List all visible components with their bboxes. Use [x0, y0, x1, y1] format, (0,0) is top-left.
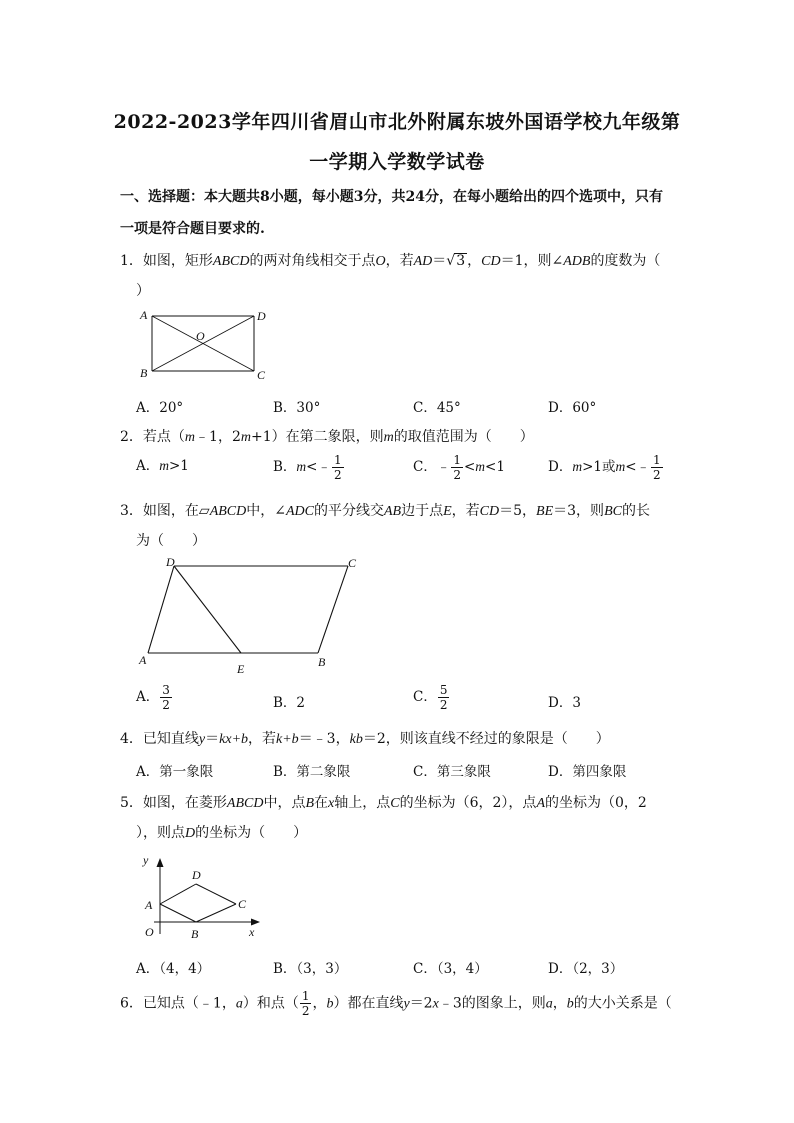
q5-option-c[interactable]: C．（3，4） — [413, 961, 488, 977]
fraction: $\frac{3}{2}$ — [162, 683, 170, 712]
fig1-label-C: C — [257, 368, 266, 382]
rhombus-ad — [160, 884, 196, 904]
rhombus-dc — [196, 884, 236, 904]
q1-option-b[interactable]: B．30° — [273, 400, 321, 416]
q4-option-d[interactable]: D．第四象限 — [548, 764, 627, 780]
question-6-stem: 6．已知点（﹣1，a）和点（ $\frac{1}{2}$ ，b）都在直线y＝2x﹣3的图象上，则a，b的大小关系是（ — [120, 989, 672, 1018]
rhombus-cb — [196, 904, 236, 922]
q4-option-b[interactable]: B．第二象限 — [273, 764, 351, 780]
fraction: $\frac{1}{2}$ — [653, 453, 661, 482]
fig1-label-B: B — [140, 366, 148, 380]
fig1-label-O: O — [196, 329, 205, 343]
para-left-edge — [148, 566, 174, 653]
question-4-stem: 4．已知直线y＝kx+b，若k+b＝﹣3，kb＝2，则该直线不经过的象限是（ ） — [120, 731, 610, 747]
fig3-label-C: C — [348, 556, 357, 570]
fraction: $\frac{1}{2}$ — [301, 989, 310, 1018]
fig5-label-O: O — [145, 925, 154, 939]
question-1-stem-cont: ） — [136, 283, 150, 299]
q5-option-b[interactable]: B．（3，3） — [273, 961, 348, 977]
angle-bisector-de — [174, 566, 241, 653]
q1-option-a[interactable]: A．20° — [136, 400, 184, 416]
fig1-label-D: D — [257, 309, 266, 323]
question-5-stem: 5．如图，在菱形ABCD中，点B在x轴上，点C的坐标为（6，2），点A的坐标为（0，2 — [120, 795, 647, 811]
q2-option-b[interactable]: B．m<﹣ $\frac{1}{2}$ — [273, 453, 342, 482]
para-right-edge — [318, 566, 348, 653]
fig1-label-A: A — [140, 308, 148, 322]
question-2-stem: 2．若点（m﹣1，2m+1）在第二象限，则m的取值范围为（ ） — [120, 429, 534, 445]
q1-option-c[interactable]: C．45° — [413, 400, 461, 416]
sqrt-symbol: √ — [446, 253, 456, 269]
fig5-label-A: A — [145, 898, 153, 912]
fig3-label-E: E — [237, 662, 245, 676]
q3-option-d[interactable]: D．3 — [548, 695, 581, 711]
q4-option-c[interactable]: C．第三象限 — [413, 764, 491, 780]
fig5-label-x: x — [249, 925, 255, 939]
fig5-label-C: C — [238, 897, 247, 911]
figure-parallelogram — [136, 552, 376, 677]
fig3-label-A: A — [139, 653, 147, 667]
q1-option-d[interactable]: D．60° — [548, 400, 597, 416]
fig3-label-B: B — [318, 655, 326, 669]
fig5-label-D: D — [192, 868, 201, 882]
fraction: $\frac{1}{2}$ — [453, 453, 461, 482]
q5-option-a[interactable]: A．（4，4） — [136, 961, 211, 977]
section-header: 一、选择题：本大题共8小题，每小题3分，共24分，在每小题给出的四个选项中，只有 — [120, 189, 663, 205]
exam-title-line1: 2022-2023学年四川省眉山市北外附属东坡外国语学校九年级第 — [113, 111, 681, 133]
q5-option-d[interactable]: D．（2，3） — [548, 961, 624, 977]
section-header-cont: 一项是符合题目要求的. — [120, 221, 265, 237]
question-5-stem-cont: ），则点D的坐标为（ ） — [136, 825, 308, 841]
q2-option-d[interactable]: D．m>1或m<﹣ $\frac{1}{2}$ — [548, 453, 661, 482]
q2-option-c[interactable]: C．﹣ $\frac{1}{2}$ <m<1 — [413, 453, 505, 482]
fig5-label-y: y — [143, 853, 149, 867]
y-axis-arrow-icon — [157, 858, 164, 867]
question-3-stem: 3．如图，在▱ABCD中，∠ADC的平分线交AB边于点E，若CD＝5，BE＝3，则BC的长 — [120, 503, 650, 519]
question-3-stem-cont: 为（ ） — [136, 533, 206, 549]
fig5-label-B: B — [191, 927, 199, 941]
fraction: $\frac{1}{2}$ — [333, 453, 342, 482]
q2-option-a[interactable]: A．m>1 — [136, 458, 189, 474]
rhombus-ba — [160, 904, 196, 922]
q4-option-a[interactable]: A．第一象限 — [136, 764, 214, 780]
figure-rhombus-coordinates — [136, 850, 271, 942]
question-1-stem: 1．如图，矩形ABCD的两对角线相交于点O，若AD＝√3 ，CD＝1，则∠ADB的度数为（ — [120, 253, 661, 269]
q3-option-b[interactable]: B．2 — [273, 695, 306, 711]
q3-option-a[interactable]: A． $\frac{3}{2}$ — [136, 683, 170, 712]
fig3-label-D: D — [166, 555, 175, 569]
q3-option-c[interactable]: C． $\frac{5}{2}$ — [413, 683, 448, 712]
exam-title-line2: 一学期入学数学试卷 — [309, 151, 485, 173]
fraction: $\frac{5}{2}$ — [439, 683, 448, 712]
figure-rectangle — [136, 305, 276, 385]
